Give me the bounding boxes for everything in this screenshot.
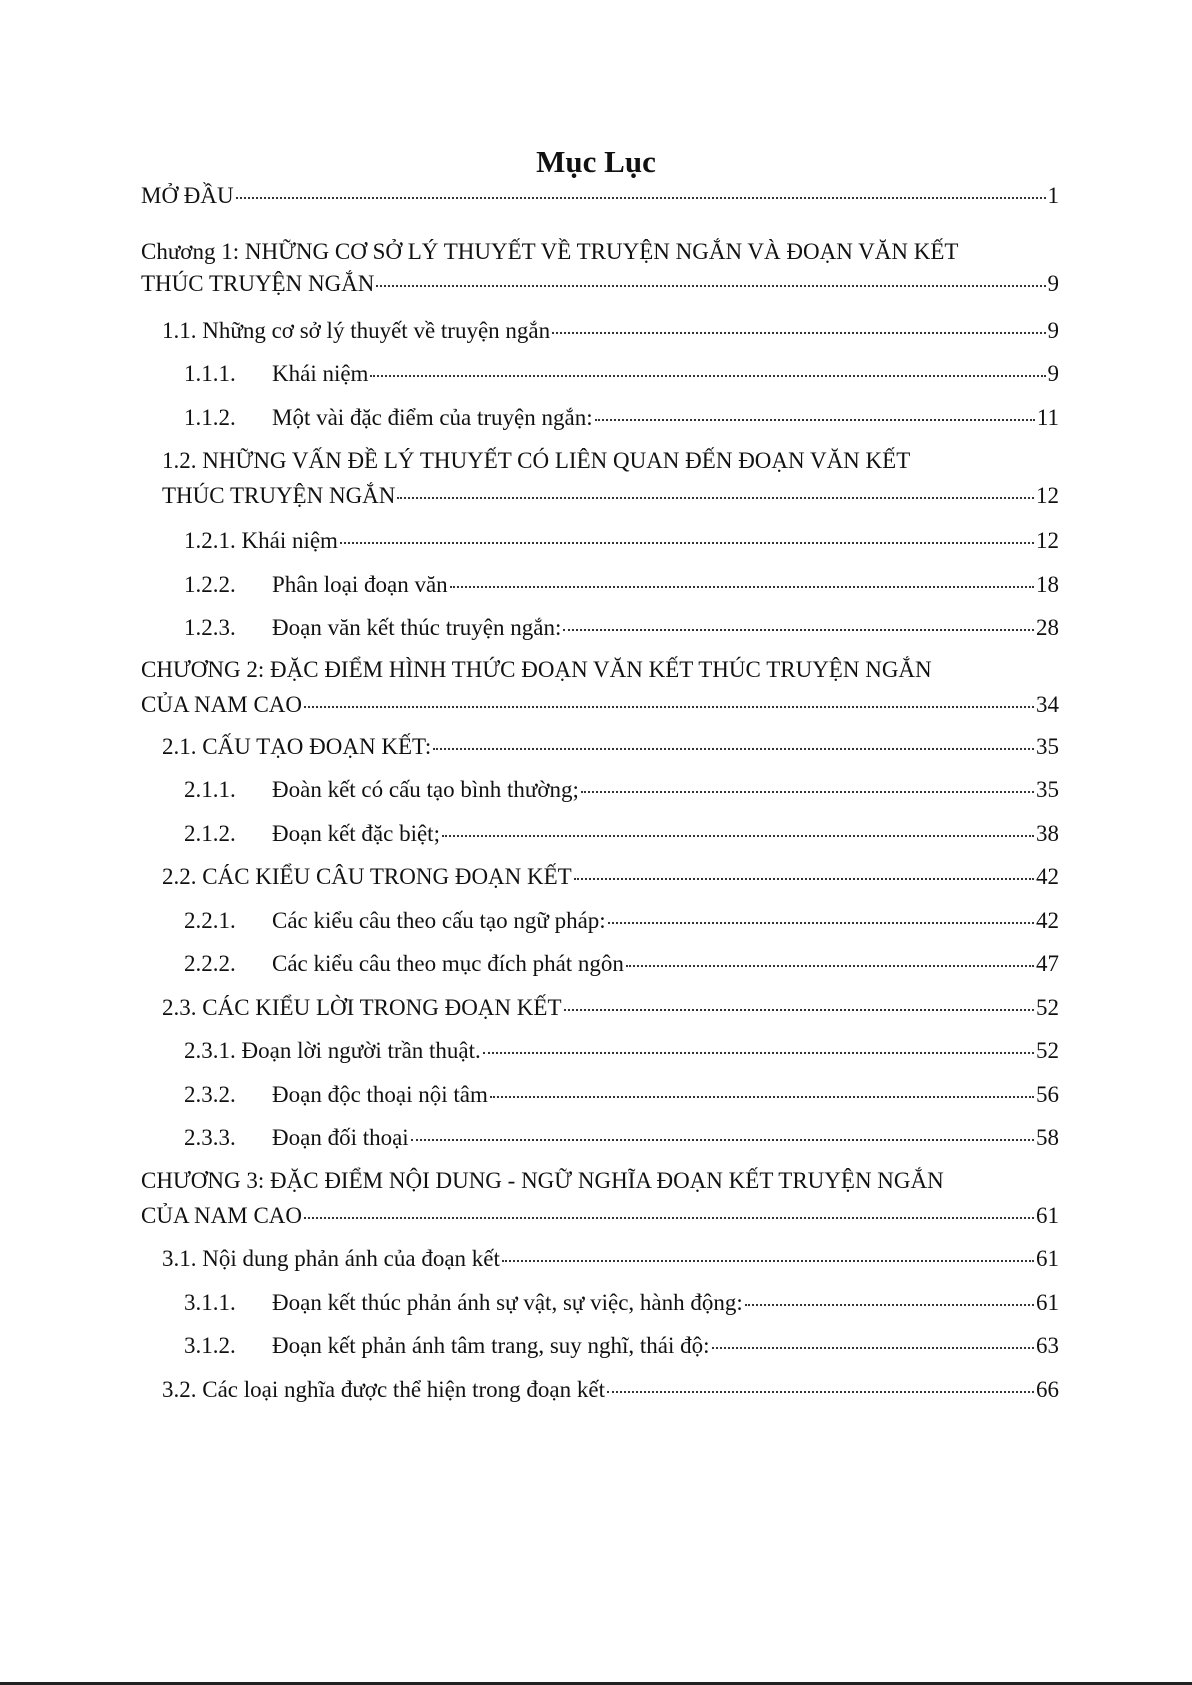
toc-entry-label-line2: THÚC TRUYỆN NGẮN [162, 483, 396, 508]
dot-leader [745, 1304, 1034, 1306]
toc-entry-number: 1.1.2. [184, 405, 236, 430]
toc-page-number: 63 [1036, 1333, 1059, 1358]
toc-entry-label: 3.2. Các loại nghĩa được thể hiện trong đoạn kết [162, 1377, 605, 1402]
toc-entry-chapter-3[interactable] [141, 1166, 1059, 1230]
toc-entry-2-1-2[interactable] [184, 819, 1059, 848]
toc-entry-1-1-1[interactable] [184, 359, 1059, 388]
dot-leader [433, 748, 1034, 750]
toc-page-number: 52 [1036, 995, 1059, 1020]
toc-entry-1-2-2[interactable] [184, 570, 1059, 599]
toc-page-number: 9 [1047, 361, 1059, 386]
toc-entry-label: 1.2.1. Khái niệm [184, 528, 338, 553]
toc-page-number: 61 [1036, 1246, 1059, 1271]
toc-page-number: 28 [1036, 615, 1059, 640]
toc-entry-label: 2.3. CÁC KIỂU LỜI TRONG ĐOẠN KẾT [162, 995, 562, 1020]
toc-entry-label-line1: 1.2. NHỮNG VẤN ĐỀ LÝ THUYẾT CÓ LIÊN QUAN ĐẾN ĐOẠN VĂN KẾT [162, 448, 911, 473]
toc-entry-label-line1: CHƯƠNG 2: ĐẶC ĐIỂM HÌNH THỨC ĐOẠN VĂN KẾT THÚC TRUYỆN NGẮN [141, 657, 932, 682]
toc-page-number: 12 [1036, 528, 1059, 553]
toc-page-number: 35 [1036, 734, 1059, 759]
toc-page-number: 42 [1036, 908, 1059, 933]
toc-entry-label: Đoạn kết phản ánh tâm trang, suy nghĩ, thái độ: [272, 1333, 710, 1358]
toc-entry-number: 1.2.3. [184, 615, 236, 640]
toc-entry-chapter-2[interactable] [141, 655, 1059, 719]
toc-entry-number: 2.1.1. [184, 777, 236, 802]
toc-entry-label: 2.3.1. Đoạn lời người trần thuật. [184, 1038, 481, 1063]
dot-leader [483, 1052, 1034, 1054]
toc-entry-2-3-1[interactable] [184, 1036, 1059, 1065]
toc-entry-number: 1.1.1. [184, 361, 236, 386]
dot-leader [712, 1347, 1034, 1349]
dot-leader [626, 965, 1034, 967]
toc-entry-1-2-1[interactable] [184, 526, 1059, 555]
dot-leader [397, 497, 1034, 499]
toc-entry-number: 3.1.1. [184, 1290, 236, 1315]
toc-entry-label: 2.2. CÁC KIỂU CÂU TRONG ĐOẠN KẾT [162, 864, 572, 889]
toc-page-number: 61 [1036, 1290, 1059, 1315]
toc-entry-label: 3.1. Nội dung phản ánh của đoạn kết [162, 1246, 500, 1271]
toc-page-number: 34 [1036, 692, 1059, 717]
toc-entry-2-3-2[interactable] [184, 1080, 1059, 1109]
dot-leader [502, 1260, 1034, 1262]
toc-entry-2-3-3[interactable] [184, 1123, 1059, 1152]
toc-page-number: 52 [1036, 1038, 1059, 1063]
toc-entry-label: MỞ ĐẦU [141, 183, 234, 208]
toc-entry-label-line1: Chương 1: NHỮNG CƠ SỞ LÝ THUYẾT VỀ TRUYỆN NGẮN VÀ ĐOẠN VĂN KẾT [141, 239, 959, 264]
toc-entry-label: Đoàn kết có cấu tạo bình thường; [272, 777, 579, 802]
toc-entry-2-2-1[interactable] [184, 906, 1059, 935]
toc-entry-label: Đoạn kết thúc phản ánh sự vật, sự việc, hành động: [272, 1290, 743, 1315]
toc-entry-number: 2.2.2. [184, 951, 236, 976]
toc-page-number: 35 [1036, 777, 1059, 802]
toc-entry-label: Một vài đặc điểm của truyện ngắn: [272, 405, 593, 430]
dot-leader [340, 542, 1034, 544]
page-title: Mục Lục [536, 144, 656, 179]
toc-entry-3-1[interactable] [162, 1244, 1059, 1273]
toc-entry-number: 2.2.1. [184, 908, 236, 933]
toc-page-number: 56 [1036, 1082, 1059, 1107]
toc-page-number: 61 [1036, 1203, 1059, 1228]
dot-leader [607, 1391, 1034, 1393]
toc-entry-1-2[interactable] [162, 446, 1059, 510]
toc-page-number: 66 [1036, 1377, 1059, 1402]
toc-page-number: 9 [1047, 318, 1059, 343]
dot-leader [595, 419, 1035, 421]
toc-entry-label: Phân loại đoạn văn [272, 572, 448, 597]
dot-leader [304, 1217, 1034, 1219]
dot-leader [370, 375, 1045, 377]
toc-entry-number: 2.3.3. [184, 1125, 236, 1150]
toc-entry-label: Đoạn độc thoại nội tâm [272, 1082, 488, 1107]
toc-entry-1-2-3[interactable] [184, 613, 1059, 642]
dot-leader [450, 586, 1034, 588]
toc-entry-number: 2.1.2. [184, 821, 236, 846]
toc-entry-number: 3.1.2. [184, 1333, 236, 1358]
dot-leader [411, 1139, 1034, 1141]
toc-entry-label-line2: CỦA NAM CAO [141, 692, 303, 717]
toc-entry-chapter-1[interactable] [141, 237, 1059, 298]
dot-leader [563, 629, 1034, 631]
toc-page-number: 18 [1036, 572, 1059, 597]
dot-leader [581, 791, 1034, 793]
toc-entry-1-1[interactable] [162, 316, 1059, 345]
toc-entry-3-2[interactable] [162, 1375, 1059, 1404]
dot-leader [442, 835, 1034, 837]
toc-page-number: 11 [1036, 405, 1059, 430]
toc-entry-label: Các kiểu câu theo mục đích phát ngôn [272, 951, 624, 976]
toc-entry-number: 2.3.2. [184, 1082, 236, 1107]
toc-page-number: 38 [1036, 821, 1059, 846]
toc-entry-mo-dau[interactable] [141, 181, 1059, 210]
dot-leader [376, 285, 1045, 287]
toc-entry-label-line2: CỦA NAM CAO [141, 1203, 303, 1228]
toc-entry-number: 1.2.2. [184, 572, 236, 597]
dot-leader [564, 1009, 1035, 1011]
toc-page-number: 9 [1047, 271, 1059, 296]
toc-entry-3-1-2[interactable] [184, 1331, 1059, 1360]
toc-entry-label: Các kiểu câu theo cấu tạo ngữ pháp: [272, 908, 606, 933]
dot-leader [608, 922, 1034, 924]
dot-leader [552, 332, 1045, 334]
toc-entry-2-2-2[interactable] [184, 949, 1059, 978]
toc-entry-label: 2.1. CẤU TẠO ĐOẠN KẾT: [162, 734, 432, 759]
toc-page-number: 47 [1036, 951, 1059, 976]
toc-entry-label: Khái niệm [272, 361, 369, 386]
toc-entry-1-1-2[interactable] [184, 403, 1059, 432]
toc-page-number: 58 [1036, 1125, 1059, 1150]
toc-entry-label: Đoạn kết đặc biệt; [272, 821, 440, 846]
toc-entry-label: Đoạn văn kết thúc truyện ngắn: [272, 615, 562, 640]
dot-leader [490, 1096, 1034, 1098]
toc-page-number: 1 [1047, 183, 1059, 208]
toc-entry-2-2[interactable] [162, 862, 1059, 891]
toc-page-number: 12 [1036, 483, 1059, 508]
toc-entry-label: 1.1. Những cơ sở lý thuyết về truyện ngắn [162, 318, 551, 343]
toc-entry-2-1-1[interactable] [184, 775, 1059, 804]
toc-entry-label-line2: THÚC TRUYỆN NGẮN [141, 271, 375, 296]
dot-leader [304, 706, 1034, 708]
dot-leader [236, 197, 1046, 199]
toc-entry-2-3[interactable] [162, 993, 1059, 1022]
toc-entry-3-1-1[interactable] [184, 1288, 1059, 1317]
toc-page-number: 42 [1036, 864, 1059, 889]
toc-entry-2-1[interactable] [162, 732, 1059, 761]
toc-entry-label: Đoạn đối thoại [272, 1125, 409, 1150]
toc-entry-label-line1: CHƯƠNG 3: ĐẶC ĐIỂM NỘI DUNG - NGỮ NGHĨA ĐOẠN KẾT TRUYỆN NGẮN [141, 1168, 944, 1193]
dot-leader [574, 878, 1034, 880]
